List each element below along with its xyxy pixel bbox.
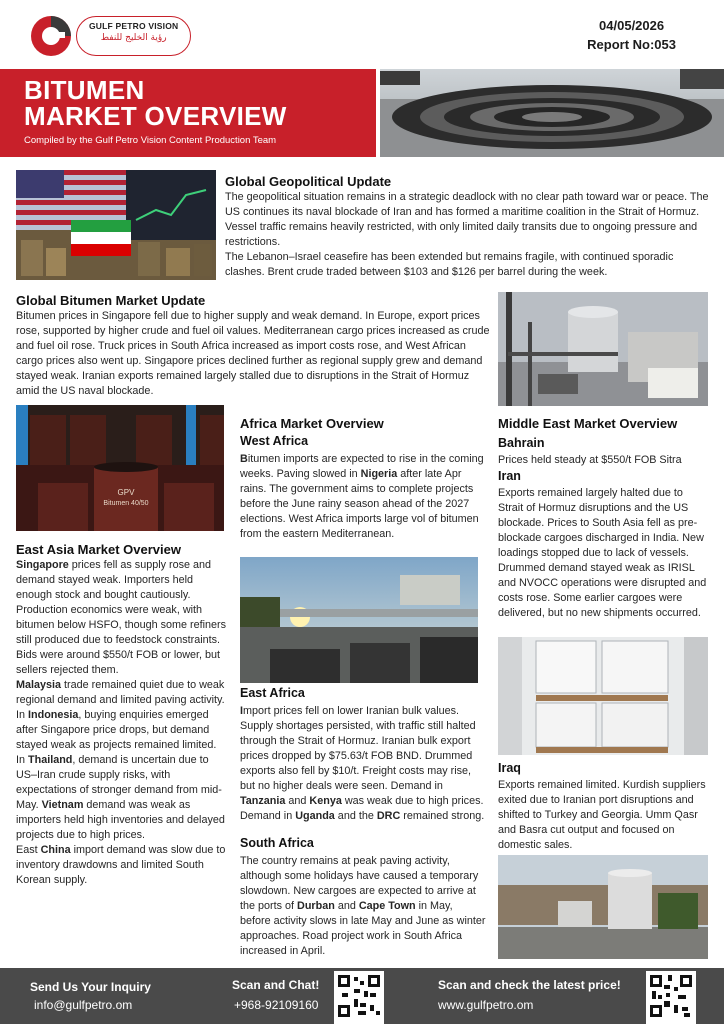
east-asia-thailand bbox=[16, 753, 228, 843]
malaysia-label: Malaysia bbox=[16, 679, 62, 691]
middle-east-title: Middle East Market Overview bbox=[498, 416, 678, 431]
iraq-title: Iraq bbox=[498, 761, 521, 775]
indonesia-prefix: In bbox=[16, 709, 29, 721]
container-bags-photo bbox=[498, 637, 708, 755]
east-asia-title: East Asia Market Overview bbox=[16, 542, 181, 557]
price-qr-code-icon[interactable] bbox=[646, 971, 696, 1024]
east-asia-singapore-economics: Production economics were weak, with bitumen below HSFO, though some refiners still produced due to feedstock constraints. Bids were around $550/t FOB or lower, but sellers rejected them. bbox=[16, 604, 227, 676]
south-africa-text-2: in May, before activity slows in late May and June as winter approaches. Road project work in South Africa increased in April. bbox=[240, 900, 486, 957]
price-check-title: Scan and check the latest price! bbox=[438, 978, 621, 992]
south-africa-text-1: The country remains at peak paving activity, although some holidays have caused a temporary slowdown. New cargoes are expected to arrive at the ports of bbox=[240, 855, 479, 912]
drum-label-brand: GPV bbox=[117, 488, 135, 497]
global-bitumen-title: Global Bitumen Market Update bbox=[16, 293, 206, 308]
banner-title-line1: BITUMEN bbox=[24, 75, 145, 105]
east-africa-title: East Africa bbox=[240, 686, 305, 700]
thailand-text: , demand is uncertain due to US–Iran crude supply risks, with expectations of stronger demand from mid-May. bbox=[16, 754, 222, 811]
africa-title: Africa Market Overview bbox=[240, 416, 384, 431]
geopolitical-title: Global Geopolitical Update bbox=[225, 174, 392, 189]
east-asia-indonesia bbox=[16, 708, 228, 753]
vietnam-label: Vietnam bbox=[41, 799, 84, 811]
geopolitical-paragraph-2: The Lebanon–Israel ceasefire has been extended but remains fragile, with continued sporadic clashes. Brent crude traded between $103 and $126 per barrel during the week. bbox=[225, 251, 674, 278]
drc-label: DRC bbox=[376, 810, 401, 822]
east-africa-and-1: and bbox=[285, 795, 310, 807]
west-africa-text-1: itumen imports are expected to rise in the coming weeks. Paving slowed in bbox=[240, 453, 484, 480]
chat-qr-code-icon[interactable] bbox=[334, 971, 384, 1024]
logo-english: GULF PETRO VISION bbox=[89, 21, 179, 31]
iran-title: Iran bbox=[498, 469, 521, 483]
east-africa-text-2: was weak due to high prices. Demand in bbox=[240, 795, 484, 822]
hero-drum-yard-photo bbox=[380, 69, 724, 157]
geopolitical-text bbox=[225, 190, 713, 280]
malaysia-text: trade remained quiet due to weak regional demand and limited paving activity. bbox=[16, 679, 225, 706]
vietnam-text: demand was weak as importers held high inventories and delayed projects due to high prices. bbox=[16, 799, 225, 841]
china-prefix: East bbox=[16, 844, 41, 856]
west-africa-title: West Africa bbox=[240, 434, 309, 448]
logo-mark-icon bbox=[30, 15, 72, 57]
report-header bbox=[0, 0, 724, 66]
durban-label: Durban bbox=[297, 900, 335, 912]
email-link[interactable]: info@gulfpetro.om bbox=[34, 998, 133, 1012]
iraq-text: Exports remained limited. Kurdish suppliers exited due to Iranian port disruptions and shifted to Turkey and Georgia. Umm Qasr and Basra cut output and focused on domestic sales. bbox=[498, 779, 706, 851]
nigeria-label: Nigeria bbox=[360, 468, 398, 480]
thailand-prefix: In bbox=[16, 754, 29, 766]
south-africa-title: South Africa bbox=[240, 836, 314, 850]
website-link[interactable]: www.gulfpetro.om bbox=[438, 998, 534, 1012]
chat-title: Scan and Chat! bbox=[232, 978, 320, 992]
east-africa-text-1: mport prices fell on lower Iranian bulk values. Supply shortages persisted, with traffic still halted through the Strait of Hormuz. Iranian bulk export prices dropped by $75.63/t FOB BND. Drummed exports also fell by $10/t. Freight costs may rise, but no higher deals were seen. Demand in bbox=[240, 705, 476, 792]
china-text: import demand was slow due to inventory drawdowns and limited South Korean supply. bbox=[16, 844, 226, 886]
storage-tanks-photo bbox=[498, 855, 708, 959]
banner-title-line2: MARKET OVERVIEW bbox=[24, 101, 287, 131]
singapore-label: Singapore bbox=[16, 559, 69, 571]
china-label: China bbox=[40, 844, 71, 856]
bahrain-text: Prices held steady at $550/t FOB Sitra bbox=[498, 454, 682, 466]
east-asia-singapore bbox=[16, 558, 228, 603]
west-africa-text-2: after late Apr rains. The government aims to complete projects before the June rainy season ahead of the 2027 elections. West Africa imports large vol of bitumen from the eastern Mediterranean. bbox=[240, 468, 479, 540]
report-date: 04/05/2026 bbox=[599, 18, 665, 33]
uganda-label: Uganda bbox=[295, 810, 335, 822]
south-africa-text bbox=[240, 854, 486, 959]
contact-footer bbox=[0, 968, 724, 1024]
company-logo bbox=[30, 14, 191, 58]
south-africa-and: and bbox=[334, 900, 359, 912]
report-meta bbox=[587, 16, 676, 54]
report-number: Report No:053 bbox=[587, 37, 676, 52]
kenya-label: Kenya bbox=[309, 795, 342, 807]
logo-arabic: رؤية الخليج للنفط bbox=[100, 33, 167, 43]
east-asia-china bbox=[16, 843, 228, 888]
geopolitical-paragraph-1: The geopolitical situation remains in a strategic deadlock with no clear path toward war or peace. The US continues its naval blockade of Iran and has formed a maritime coalition in the Strait of Hormuz. Vessel traffic remains heavily restricted, with only limited daily transits due to ongoing pressure and restrictions. bbox=[225, 191, 709, 248]
phone-number[interactable]: +968-92109160 bbox=[234, 998, 319, 1012]
gpv-drums-photo bbox=[16, 405, 224, 531]
pipeline-sunset-photo bbox=[240, 557, 478, 683]
logo-text-box bbox=[76, 16, 191, 56]
indonesia-text: , buying enquiries emerged after Singapore price drops, but demand stayed weak as projects remained limited. bbox=[16, 709, 217, 751]
east-africa-and-2: and the bbox=[334, 810, 377, 822]
inquiry-title: Send Us Your Inquiry bbox=[30, 980, 151, 994]
banner-subtitle: Compiled by the Gulf Petro Vision Content Production Team bbox=[24, 135, 277, 146]
thailand-label: Thailand bbox=[28, 754, 73, 766]
east-asia-text bbox=[16, 558, 228, 888]
singapore-text: prices fell as supply rose and demand stayed weak. Importers held enough stock and bought cautiously. bbox=[16, 559, 212, 601]
east-africa-dropcap: I bbox=[240, 705, 243, 717]
title-banner bbox=[0, 69, 376, 157]
cape-town-label: Cape Town bbox=[358, 900, 416, 912]
east-africa-text bbox=[240, 704, 486, 824]
west-africa-dropcap: B bbox=[240, 453, 248, 465]
west-africa-text bbox=[240, 452, 486, 542]
usa-iran-photo bbox=[16, 170, 216, 280]
iran-text: Exports remained largely halted due to Strait of Hormuz disruptions and the US blockade. Prices to South Asia fell as pre-blockade cargoes discharged in India. New loadings stopped due to lack of vessels. Drummed demand stayed weak as IRISL and NVOCC operations were disrupted and costs rose. Some earlier cargoes were delivered, but no new shipments occurred. bbox=[498, 487, 707, 619]
indonesia-label: Indonesia bbox=[28, 709, 79, 721]
bahrain-title: Bahrain bbox=[498, 436, 545, 450]
east-asia-malaysia bbox=[16, 678, 228, 708]
refinery-plant-photo bbox=[498, 292, 708, 406]
tanzania-label: Tanzania bbox=[240, 795, 286, 807]
drum-label-grade: Bitumen 40/50 bbox=[103, 500, 149, 507]
global-bitumen-text: Bitumen prices in Singapore fell due to higher supply and weak demand. In Europe, export prices rose, supported by higher crude and fuel oil values. Mediterranean cargo prices increased as crude and fuel oil rose. Truck prices in South Africa increased as import costs rose, and West African cargo prices also went up. Singapore prices declined further as regional supply grew and demand stayed weak. Iranian exports remained largely stalled due to disruptions in the Strait of Hormuz amid the US naval blockade. bbox=[16, 310, 490, 397]
east-africa-text-3: remained strong. bbox=[400, 810, 485, 822]
